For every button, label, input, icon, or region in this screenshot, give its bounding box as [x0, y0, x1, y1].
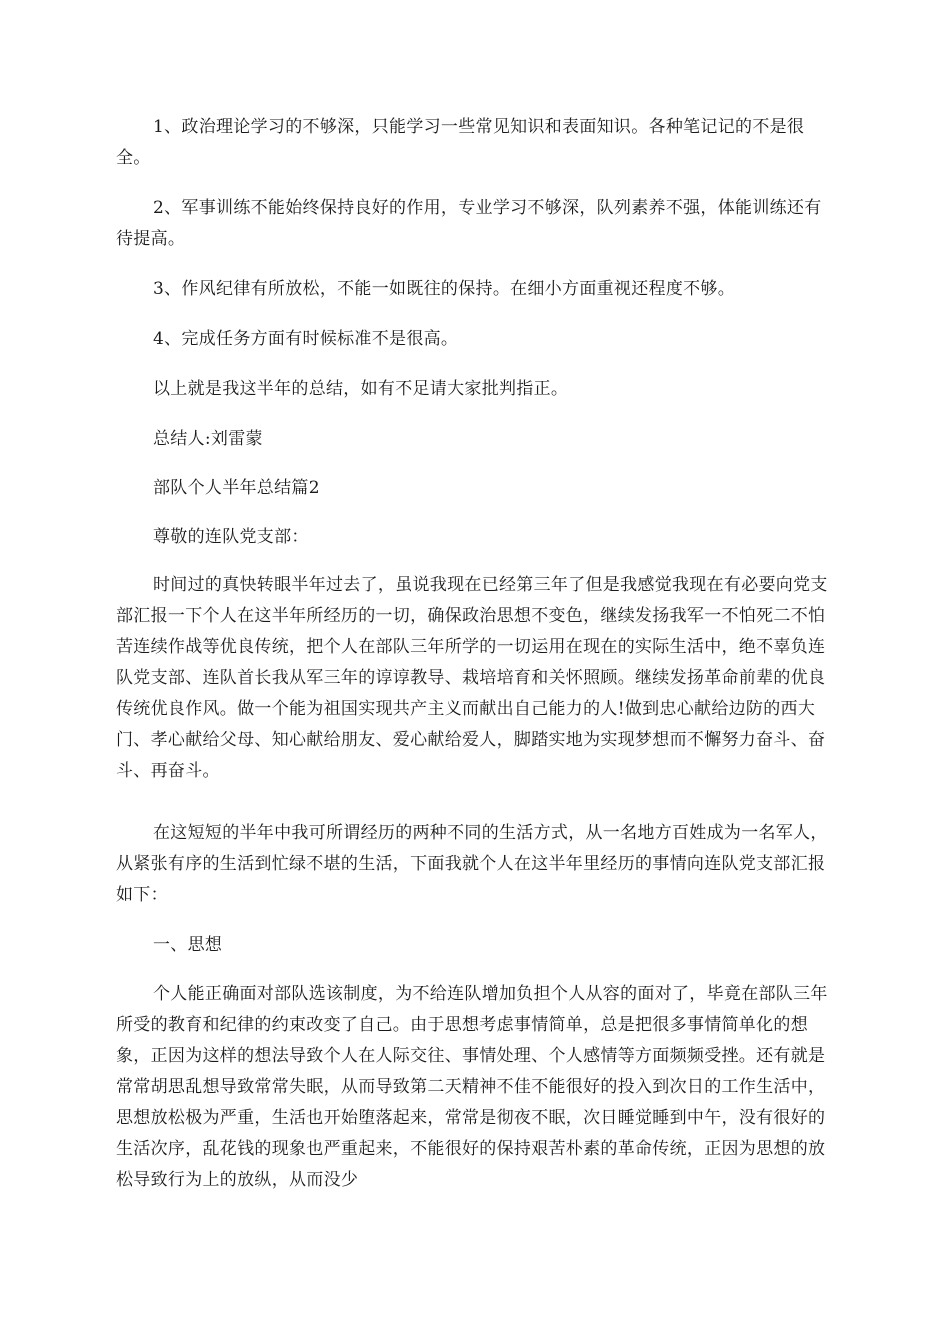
summary-closing: 以上就是我这半年的总结，如有不足请大家批判指正。	[153, 379, 569, 399]
paragraph-item-2: 2、军事训练不能始终保持良好的作用，专业学习不够深，队列素养不强，体能训练还有待提高。	[116, 198, 822, 249]
paragraph-item-1: 1、政治理论学习的不够深，只能学习一些常见知识和表面知识。各种笔记记的不是很全。	[116, 117, 805, 168]
body-paragraph-overview: 在这短短的半年中我可所谓经历的两种不同的生活方式，从一名地方百姓成为一名军人，从紧张有序的生活到忙绿不堪的生活，下面我就个人在这半年里经历的事情向连队党支部汇报如下：	[116, 823, 828, 905]
body-paragraph-intro: 时间过的真快转眼半年过去了，虽说我现在已经第三年了但是我感觉我现在有必要向党支部汇报一下个人在这半年所经历的一切，确保政治思想不变色，继续发扬我军一不怕死二不怕苦连续作战等优良传统，把个人在部队三年所学的一切运用在现在的实际生活中，绝不辜负连队党支部、连队首长我从军三年的谆谆教导、栽培培育和关怀照顾。继续发扬革命前辈的优良传统优良作风。做一个能为祖国实现共产主义而献出自己能力的人!做到忠心献给边防的西大门、孝心献给父母、知心献给朋友、爱心献给爱人，脚踏实地为实现梦想而不懈努力奋斗、奋斗、再奋斗。	[116, 575, 828, 781]
body-paragraph-thought: 个人能正确面对部队选该制度，为不给连队增加负担个人从容的面对了，毕竟在部队三年所受的教育和纪律的约束改变了自己。由于思想考虑事情简单，总是把很多事情简单化的想象，正因为这样的想法导致个人在人际交往、事情处理、个人感情等方面频频受挫。还有就是常常胡思乱想导致常常失眠，从而导致第二天精神不佳不能很好的投入到次日的工作生活中，思想放松极为严重，生活也开始堕落起来，常常是彻夜不眠，次日睡觉睡到中午，没有很好的生活次序，乱花钱的现象也严重起来，不能很好的保持艰苦朴素的革命传统，正因为思想的放松导致行为上的放纵，从而没少	[116, 984, 828, 1190]
paragraph-item-4: 4、完成任务方面有时候标准不是很高。	[153, 329, 459, 349]
author-line: 总结人:刘雷蒙	[153, 429, 263, 449]
section-heading: 部队个人半年总结篇2	[153, 478, 320, 498]
subheading-thought: 一、思想	[153, 935, 223, 955]
salutation: 尊敬的连队党支部：	[153, 527, 309, 547]
paragraph-item-3: 3、作风纪律有所放松，不能一如既往的保持。在细小方面重视还程度不够。	[153, 279, 736, 299]
